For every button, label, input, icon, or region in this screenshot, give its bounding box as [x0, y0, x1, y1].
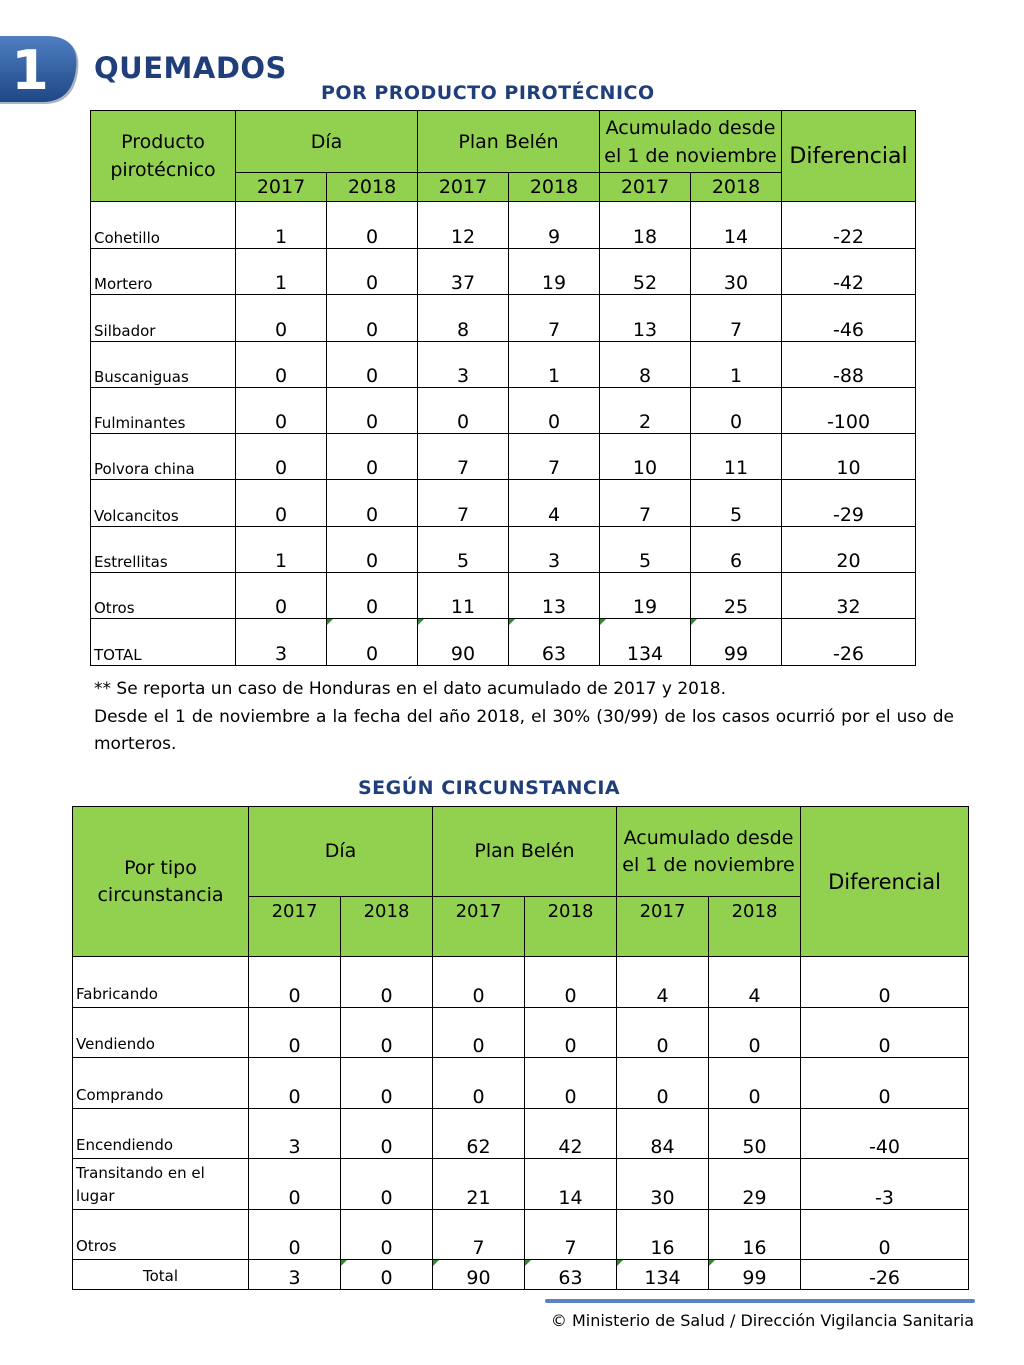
cell-value: 0	[249, 1159, 341, 1210]
table-row	[73, 957, 969, 1008]
cell-value: 3	[236, 619, 327, 665]
cell-value: 0	[236, 341, 327, 387]
table-row	[91, 341, 916, 387]
cell-value: 99	[709, 1260, 801, 1290]
note-honduras: ** Se reporta un caso de Honduras en el dato acumulado de 2017 y 2018.	[94, 679, 726, 699]
row-label: Estrellitas	[91, 526, 236, 572]
cell-value: 63	[509, 619, 600, 665]
row-label: Mortero	[91, 249, 236, 295]
cell-value: 13	[509, 573, 600, 619]
table-row	[73, 1007, 969, 1058]
cell-value: 19	[600, 573, 691, 619]
cell-value: 1	[236, 526, 327, 572]
cell-value: 0	[249, 957, 341, 1008]
cell-value: 11	[418, 573, 509, 619]
cell-value: 7	[525, 1209, 617, 1260]
cell-value: 2	[600, 387, 691, 433]
table-row	[91, 526, 916, 572]
cell-value: 0	[341, 1159, 433, 1210]
table-total-row	[73, 1260, 969, 1290]
header-year: 2018	[525, 897, 617, 957]
cell-value: 3	[249, 1108, 341, 1159]
header-diferencial: Diferencial	[782, 111, 916, 202]
cell-value: 0	[327, 387, 418, 433]
cell-value: 0	[236, 434, 327, 480]
header-plan-belen: Plan Belén	[433, 807, 617, 897]
cell-value: 0	[691, 387, 782, 433]
section-number: 1	[11, 39, 49, 102]
cell-value: 0	[418, 387, 509, 433]
cell-value: 50	[709, 1108, 801, 1159]
cell-value: 7	[433, 1209, 525, 1260]
cell-value: 63	[525, 1260, 617, 1290]
cell-value: 52	[600, 249, 691, 295]
header-year: 2018	[327, 173, 418, 202]
cell-value: 0	[327, 619, 418, 665]
table-row	[73, 1058, 969, 1109]
cell-value: 21	[433, 1159, 525, 1210]
cell-value: 0	[341, 957, 433, 1008]
cell-value: 0	[341, 1058, 433, 1109]
row-label: Volcancitos	[91, 480, 236, 526]
page-title: QUEMADOS	[94, 51, 287, 85]
cell-value: 0	[236, 295, 327, 341]
header-year: 2017	[249, 897, 341, 957]
table-productos	[90, 110, 916, 666]
cell-value: 30	[691, 249, 782, 295]
cell-value: 16	[709, 1209, 801, 1260]
header-year: 2018	[341, 897, 433, 957]
row-label: Vendiendo	[73, 1007, 249, 1058]
table-row	[73, 1108, 969, 1159]
cell-value: 42	[525, 1108, 617, 1159]
cell-diferencial: 0	[801, 957, 969, 1008]
cell-value: 0	[327, 295, 418, 341]
cell-value: 62	[433, 1108, 525, 1159]
section-subtitle-producto: POR PRODUCTO PIROTÉCNICO	[321, 82, 655, 104]
row-label: Cohetillo	[91, 202, 236, 249]
cell-value: 0	[525, 1007, 617, 1058]
header-tipo: Por tipo circunstancia	[73, 807, 249, 957]
cell-value: 29	[709, 1159, 801, 1210]
table-circunstancia-body	[73, 957, 969, 1290]
header-year: 2017	[600, 173, 691, 202]
cell-value: 4	[509, 480, 600, 526]
cell-value: 0	[327, 249, 418, 295]
cell-value: 0	[433, 1007, 525, 1058]
header-dia: Día	[236, 111, 418, 173]
cell-value: 90	[418, 619, 509, 665]
cell-diferencial: -88	[782, 341, 916, 387]
row-label: Otros	[73, 1209, 249, 1260]
cell-value: 11	[691, 434, 782, 480]
cell-value: 25	[691, 573, 782, 619]
header-year: 2018	[509, 173, 600, 202]
header-acumulado: Acumulado desde el 1 de noviembre	[617, 807, 801, 897]
notes	[94, 676, 954, 759]
cell-value: 8	[600, 341, 691, 387]
cell-diferencial: 0	[801, 1058, 969, 1109]
header-plan-belen: Plan Belén	[418, 111, 600, 173]
header-dia: Día	[249, 807, 433, 897]
cell-diferencial: 0	[801, 1209, 969, 1260]
cell-value: 1	[236, 202, 327, 249]
cell-value: 0	[249, 1007, 341, 1058]
cell-value: 7	[509, 295, 600, 341]
cell-value: 9	[509, 202, 600, 249]
cell-value: 0	[617, 1058, 709, 1109]
cell-value: 0	[327, 480, 418, 526]
cell-value: 14	[691, 202, 782, 249]
header-diferencial: Diferencial	[801, 807, 969, 957]
cell-value: 5	[691, 480, 782, 526]
cell-value: 0	[709, 1007, 801, 1058]
table-circunstancia	[72, 806, 969, 1290]
table-total-row	[91, 619, 916, 665]
cell-value: 0	[509, 387, 600, 433]
cell-diferencial: 10	[782, 434, 916, 480]
header-year: 2017	[617, 897, 709, 957]
section-subtitle-circunstancia: SEGÚN CIRCUNSTANCIA	[358, 777, 621, 799]
table-row	[91, 434, 916, 480]
cell-value: 14	[525, 1159, 617, 1210]
cell-diferencial: -42	[782, 249, 916, 295]
cell-value: 7	[418, 434, 509, 480]
cell-diferencial: -22	[782, 202, 916, 249]
table-row	[73, 1159, 969, 1210]
cell-value: 7	[600, 480, 691, 526]
cell-value: 6	[691, 526, 782, 572]
table-row	[91, 202, 916, 249]
cell-value: 3	[418, 341, 509, 387]
cell-diferencial: -26	[801, 1260, 969, 1290]
cell-value: 4	[617, 957, 709, 1008]
cell-value: 7	[509, 434, 600, 480]
cell-value: 134	[617, 1260, 709, 1290]
cell-value: 0	[525, 957, 617, 1008]
cell-value: 4	[709, 957, 801, 1008]
footer-divider	[545, 1299, 975, 1303]
cell-value: 1	[509, 341, 600, 387]
cell-value: 5	[600, 526, 691, 572]
cell-value: 0	[236, 573, 327, 619]
cell-value: 5	[418, 526, 509, 572]
cell-value: 16	[617, 1209, 709, 1260]
cell-value: 84	[617, 1108, 709, 1159]
row-label: Polvora china	[91, 434, 236, 480]
header-acumulado: Acumulado desde el 1 de noviembre	[600, 111, 782, 173]
cell-value: 0	[236, 480, 327, 526]
cell-diferencial: -40	[801, 1108, 969, 1159]
cell-diferencial: -29	[782, 480, 916, 526]
table-row	[73, 1209, 969, 1260]
row-label: Encendiendo	[73, 1108, 249, 1159]
cell-value: 8	[418, 295, 509, 341]
header-producto: Producto pirotécnico	[91, 111, 236, 202]
header-year: 2017	[236, 173, 327, 202]
header-year: 2018	[709, 897, 801, 957]
cell-value: 0	[236, 387, 327, 433]
table-row	[91, 573, 916, 619]
cell-value: 12	[418, 202, 509, 249]
header-year: 2017	[433, 897, 525, 957]
cell-value: 0	[617, 1007, 709, 1058]
cell-value: 0	[327, 573, 418, 619]
row-label: Otros	[91, 573, 236, 619]
row-label: Total	[73, 1260, 249, 1290]
cell-diferencial: 20	[782, 526, 916, 572]
row-label: TOTAL	[91, 619, 236, 665]
cell-value: 0	[341, 1260, 433, 1290]
cell-value: 0	[327, 526, 418, 572]
row-label: Buscaniguas	[91, 341, 236, 387]
cell-value: 0	[709, 1058, 801, 1109]
cell-diferencial: -3	[801, 1159, 969, 1210]
cell-value: 18	[600, 202, 691, 249]
cell-value: 19	[509, 249, 600, 295]
cell-value: 10	[600, 434, 691, 480]
table-row	[91, 295, 916, 341]
table-productos-body	[91, 202, 916, 666]
cell-value: 0	[433, 957, 525, 1008]
row-label: Silbador	[91, 295, 236, 341]
cell-value: 0	[341, 1209, 433, 1260]
cell-diferencial: 32	[782, 573, 916, 619]
cell-diferencial: -26	[782, 619, 916, 665]
cell-value: 134	[600, 619, 691, 665]
cell-value: 3	[509, 526, 600, 572]
cell-value: 0	[341, 1108, 433, 1159]
table-row	[91, 480, 916, 526]
cell-value: 0	[327, 434, 418, 480]
cell-value: 7	[418, 480, 509, 526]
table-row	[91, 387, 916, 433]
cell-value: 0	[433, 1058, 525, 1109]
cell-value: 7	[691, 295, 782, 341]
section-number-badge	[0, 34, 80, 104]
row-label: Fabricando	[73, 957, 249, 1008]
cell-diferencial: -46	[782, 295, 916, 341]
cell-diferencial: 0	[801, 1007, 969, 1058]
cell-diferencial: -100	[782, 387, 916, 433]
header-year: 2017	[418, 173, 509, 202]
table-row	[91, 249, 916, 295]
cell-value: 90	[433, 1260, 525, 1290]
footer-copyright: © Ministerio de Salud / Dirección Vigilancia Sanitaria	[550, 1311, 974, 1330]
cell-value: 3	[249, 1260, 341, 1290]
cell-value: 99	[691, 619, 782, 665]
row-label: Fulminantes	[91, 387, 236, 433]
cell-value: 0	[249, 1058, 341, 1109]
row-label: Comprando	[73, 1058, 249, 1109]
cell-value: 0	[525, 1058, 617, 1109]
header-year: 2018	[691, 173, 782, 202]
cell-value: 1	[236, 249, 327, 295]
cell-value: 37	[418, 249, 509, 295]
cell-value: 13	[600, 295, 691, 341]
cell-value: 1	[691, 341, 782, 387]
cell-value: 30	[617, 1159, 709, 1210]
cell-value: 0	[249, 1209, 341, 1260]
note-morteros: Desde el 1 de noviembre a la fecha del año 2018, el 30% (30/99) de los casos ocurrió por el uso de morteros.	[94, 706, 954, 754]
cell-value: 0	[327, 202, 418, 249]
row-label: Transitando en el lugar	[73, 1159, 249, 1210]
cell-value: 0	[327, 341, 418, 387]
cell-value: 0	[341, 1007, 433, 1058]
